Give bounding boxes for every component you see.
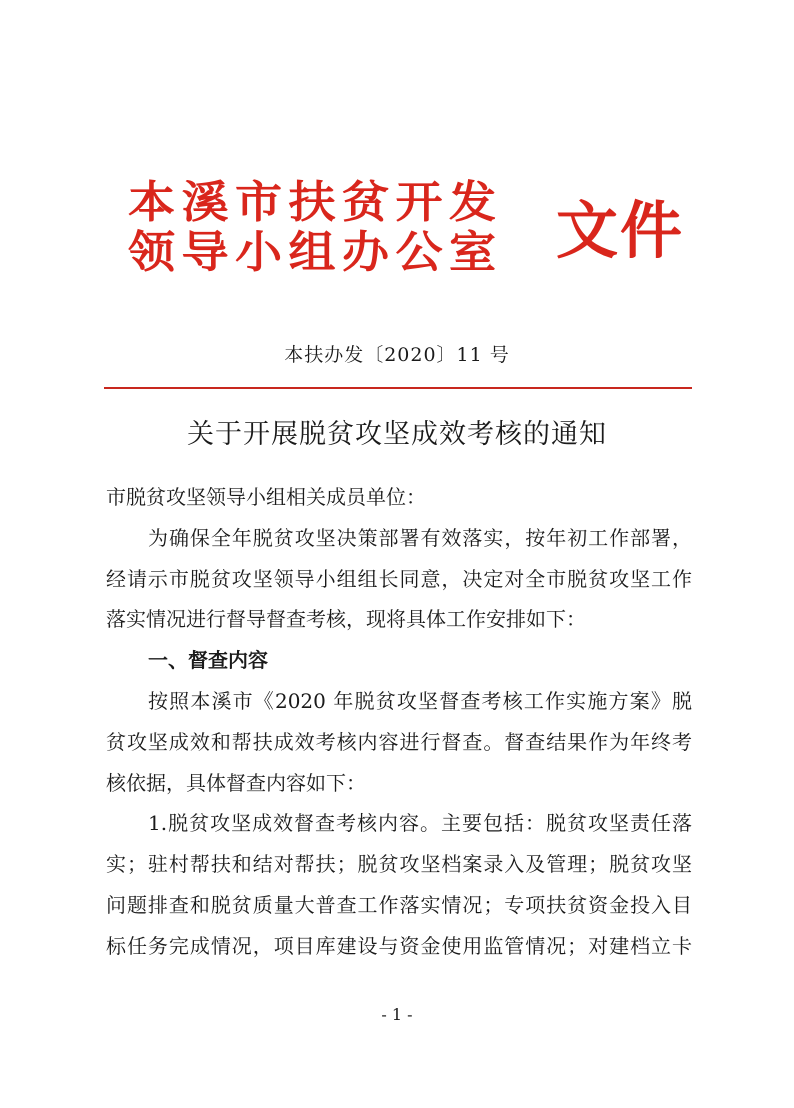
org-line-1: 本溪市扶贫开发 (128, 177, 503, 228)
section-heading: 一、督查内容 (148, 648, 268, 673)
document-type: 文件 (556, 194, 685, 267)
item-line-4: 标任务完成情况，项目库建设与资金使用监管情况；对建档立卡 (106, 933, 692, 958)
intro-line-1: 为确保全年脱贫攻坚决策部署有效落实，按年初工作部署， (148, 525, 692, 550)
section-line-1: 按照本溪市《2020 年脱贫攻坚督查考核工作实施方案》脱 (148, 688, 692, 713)
document-number: 本扶办发〔2020〕11 号 (284, 344, 510, 366)
document-body (106, 477, 692, 967)
org-line-2: 领导小组办公室 (128, 227, 503, 278)
document-title: 关于开展脱贫攻坚成效考核的通知 (187, 419, 607, 450)
recipient-line: 市脱贫攻坚领导小组相关成员单位： (106, 485, 426, 509)
intro-line-3: 落实情况进行督导督查考核，现将具体工作安排如下： (106, 607, 586, 632)
red-header (128, 178, 688, 288)
section-line-3: 核依据，具体督查内容如下： (106, 770, 366, 795)
issuing-organization (128, 178, 538, 278)
section-line-2: 贫攻坚成效和帮扶成效考核内容进行督查。督查结果作为年终考 (106, 729, 692, 754)
page-number: - 1 - (381, 1005, 413, 1024)
item-line-3: 问题排查和脱贫质量大普查工作落实情况；专项扶贫资金投入目 (106, 892, 692, 917)
item-line-1: 1.脱贫攻坚成效督查考核内容。主要包括：脱贫攻坚责任落 (148, 811, 692, 836)
intro-line-2: 经请示市脱贫攻坚领导小组组长同意，决定对全市脱贫攻坚工作 (106, 566, 692, 591)
red-divider (104, 387, 692, 389)
item-line-2: 实；驻村帮扶和结对帮扶；脱贫攻坚档案录入及管理；脱贫攻坚 (106, 852, 692, 877)
